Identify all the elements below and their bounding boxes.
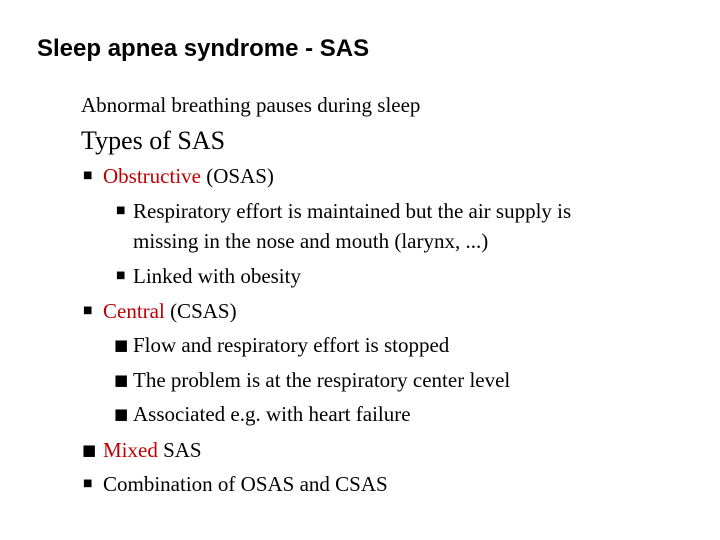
- list-item-obstructive: [103, 163, 274, 189]
- square-bullet-icon: ■: [114, 336, 129, 354]
- square-bullet-icon: ■: [114, 371, 129, 389]
- square-bullet-icon: ■: [83, 478, 93, 489]
- list-item-central: [103, 298, 237, 324]
- square-bullet-icon: ■: [116, 270, 126, 281]
- central-abbreviation: (CSAS): [164, 299, 237, 323]
- square-bullet-icon: ■: [82, 441, 97, 459]
- slide-title: Sleep apnea syndrome - SAS: [37, 35, 370, 62]
- mixed-suffix: SAS: [157, 438, 202, 462]
- obstructive-sub-item-1-line-2: missing in the nose and mouth (larynx, ...): [133, 229, 489, 253]
- slide-subtitle: Abnormal breathing pauses during sleep: [81, 93, 421, 117]
- square-bullet-icon: ■: [83, 305, 93, 316]
- central-sub-item-1: Flow and respiratory effort is stopped: [133, 333, 450, 357]
- square-bullet-icon: ■: [114, 405, 129, 423]
- obstructive-sub-item-1-line-1: Respiratory effort is maintained but the air supply is: [133, 199, 572, 223]
- mixed-term: Mixed: [103, 438, 158, 462]
- obstructive-term: Obstructive: [103, 164, 201, 188]
- obstructive-sub-item-2: Linked with obesity: [133, 264, 301, 288]
- list-item-mixed: [103, 437, 202, 463]
- central-term: Central: [103, 299, 165, 323]
- square-bullet-icon: ■: [116, 205, 126, 216]
- section-heading: Types of SAS: [81, 126, 226, 155]
- central-sub-item-2: The problem is at the respiratory center level: [133, 368, 511, 392]
- obstructive-abbreviation: (OSAS): [200, 164, 274, 188]
- square-bullet-icon: ■: [83, 170, 93, 181]
- list-item-combination: Combination of OSAS and CSAS: [103, 472, 388, 496]
- central-sub-item-3: Associated e.g. with heart failure: [133, 402, 411, 426]
